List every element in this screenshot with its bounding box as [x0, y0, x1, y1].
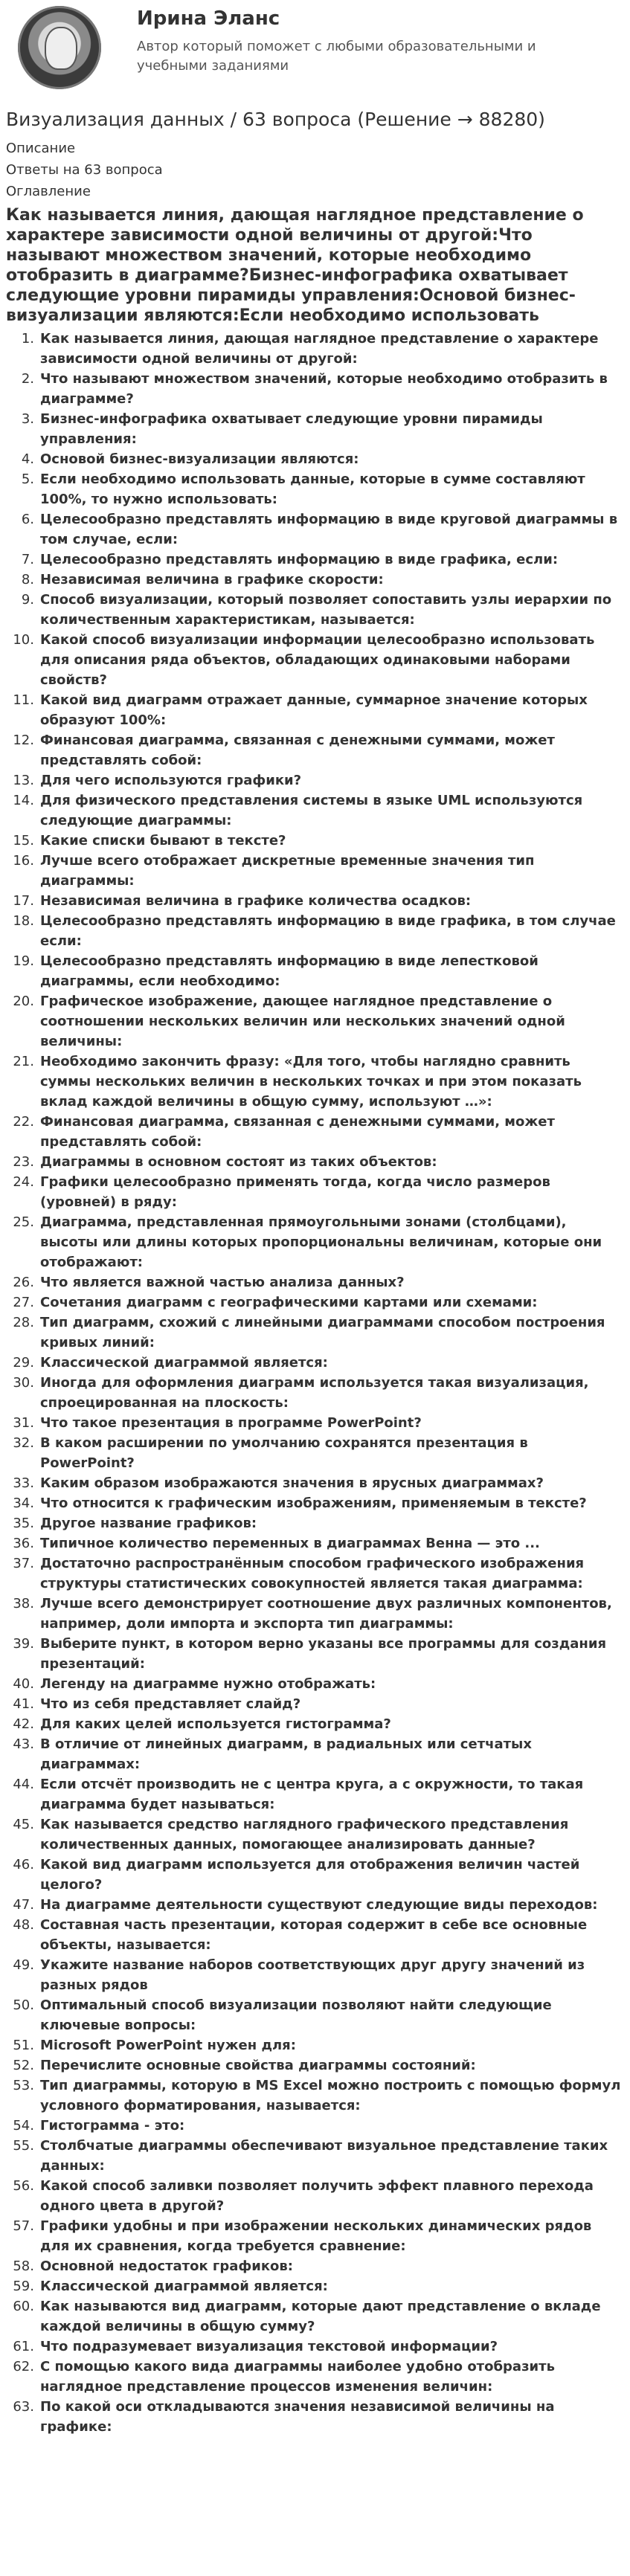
- question-number: 43.: [13, 1736, 34, 1752]
- question-item[interactable]: [6, 1172, 623, 1212]
- question-text: Перечислите основные свойства диаграммы состояний:: [40, 2058, 476, 2073]
- question-text: Лучше всего отображает дискретные временные значения тип диаграммы:: [40, 853, 535, 889]
- question-text: Графическое изображение, дающее наглядное представление о соотношении нескольких величин или нескольких значений одной величины:: [40, 994, 565, 1049]
- question-number: 7.: [21, 552, 34, 567]
- question-number: 42.: [13, 1716, 34, 1732]
- question-text: Что называют множеством значений, которые необходимо отобразить в диаграмме?: [40, 371, 608, 407]
- question-text: Microsoft PowerPoint нужен для:: [40, 2038, 296, 2053]
- question-text: Финансовая диаграмма, связанная с денежными суммами, может представлять собой:: [40, 732, 555, 768]
- question-text: Классической диаграммой является:: [40, 1355, 328, 1371]
- question-number: 26.: [13, 1275, 34, 1290]
- question-text: Для каких целей используется гистограмма?: [40, 1716, 391, 1732]
- question-text: Что подразумевает визуализация текстовой информации?: [40, 2339, 498, 2354]
- question-text: Независимая величина в графике количества осадков:: [40, 893, 472, 909]
- question-text: Другое название графиков:: [40, 1516, 257, 1531]
- question-number: 3.: [21, 411, 34, 427]
- question-number: 48.: [13, 1917, 34, 1933]
- question-item[interactable]: [6, 1714, 623, 1734]
- question-text: Для чего используются графики?: [40, 773, 302, 788]
- question-item[interactable]: [6, 851, 623, 891]
- question-number: 23.: [13, 1154, 34, 1170]
- description-link[interactable]: Описание: [6, 141, 76, 156]
- question-text: Тип диаграммы, которую в MS Excel можно построить с помощью формул условного форматирования, называется:: [40, 2078, 621, 2113]
- question-text: Укажите название наборов соответствующих друг другу значений из разных рядов: [40, 1957, 585, 1993]
- work-title: Как называется линия, дающая наглядное представление о характере зависимости одной величины от другой:Что называют множеством значений, которые необходимо отобразить в диаграмме?Бизнес-инфографика охватывает следующие уровни пирамиды управления:Основой бизнес-визуализации являются:Если необходимо использовать: [6, 206, 584, 325]
- question-text: Составная часть презентации, которая содержит в себе все основные объекты, называется:: [40, 1917, 588, 1953]
- question-number: 45.: [13, 1817, 34, 1832]
- question-item[interactable]: [6, 2055, 623, 2076]
- question-number: 62.: [13, 2359, 34, 2374]
- question-item[interactable]: [6, 1272, 623, 1292]
- question-text: По какой оси откладываются значения независимой величины на графике:: [40, 2399, 555, 2435]
- question-item[interactable]: [6, 329, 623, 369]
- question-item[interactable]: [6, 2116, 623, 2136]
- question-text: Что из себя представляет слайд?: [40, 1696, 301, 1712]
- author-card: [6, 0, 623, 97]
- question-item[interactable]: [6, 2176, 623, 2216]
- question-item[interactable]: [6, 770, 623, 790]
- question-number: 47.: [13, 1897, 34, 1913]
- question-item[interactable]: [6, 2216, 623, 2256]
- question-number: 5.: [21, 471, 34, 487]
- question-number: 61.: [13, 2339, 34, 2354]
- question-text: На диаграмме деятельности существуют следующие виды переходов:: [40, 1897, 598, 1913]
- answers-link[interactable]: Ответы на 63 вопроса: [6, 162, 163, 178]
- question-item[interactable]: [6, 690, 623, 730]
- question-text: Основой бизнес-визуализации являются:: [40, 451, 359, 467]
- question-text: Какой способ визуализации информации целесообразно использовать для описания ряда объектов, обладающих одинаковыми наборами свойств?: [40, 632, 595, 688]
- question-item[interactable]: [6, 1473, 623, 1493]
- question-item[interactable]: [6, 2136, 623, 2176]
- question-number: 20.: [13, 994, 34, 1009]
- question-number: 22.: [13, 1114, 34, 1130]
- avatar[interactable]: [6, 4, 112, 92]
- breadcrumb: Визуализация данных / 63 вопроса (Решение → 88280): [6, 109, 545, 130]
- question-text: В отличие от линейных диаграмм, в радиальных или сетчатых диаграммах:: [40, 1736, 532, 1772]
- question-number: 53.: [13, 2078, 34, 2093]
- question-item[interactable]: [6, 469, 623, 509]
- question-number: 54.: [13, 2118, 34, 2134]
- question-number: 16.: [13, 853, 34, 869]
- question-number: 41.: [13, 1696, 34, 1712]
- question-item[interactable]: [6, 449, 623, 469]
- question-text: Что такое презентация в программе PowerPoint?: [40, 1415, 422, 1431]
- question-number: 6.: [21, 512, 34, 527]
- question-item[interactable]: [6, 1112, 623, 1152]
- question-text: Иногда для оформления диаграмм используется такая визуализация, спроецированная на плоскость:: [40, 1375, 589, 1411]
- question-number: 40.: [13, 1676, 34, 1692]
- question-item[interactable]: [6, 1995, 623, 2035]
- question-number: 14.: [13, 793, 34, 808]
- question-item[interactable]: [6, 1634, 623, 1674]
- question-item[interactable]: [6, 1313, 623, 1353]
- question-number: 9.: [21, 592, 34, 608]
- question-text: В каком расширении по умолчанию сохранятся презентация в PowerPoint?: [40, 1435, 528, 1471]
- question-text: Что относится к графическим изображениям, применяемым в тексте?: [40, 1495, 587, 1511]
- question-number: 24.: [13, 1174, 34, 1190]
- question-text: Целесообразно представлять информацию в виде графика, если:: [40, 552, 559, 567]
- question-text: Тип диаграмм, схожий с линейными диаграммами способом построения кривых линий:: [40, 1315, 605, 1350]
- question-item[interactable]: [6, 409, 623, 449]
- question-item[interactable]: [6, 2256, 623, 2276]
- question-item[interactable]: [6, 1855, 623, 1895]
- question-item[interactable]: [6, 590, 623, 630]
- question-item[interactable]: [6, 991, 623, 1052]
- question-item[interactable]: [6, 1915, 623, 1955]
- question-text: Какие списки бывают в тексте?: [40, 833, 286, 849]
- questions-list: [6, 329, 623, 2437]
- question-item[interactable]: [6, 1895, 623, 1915]
- question-item[interactable]: [6, 1433, 623, 1473]
- question-item[interactable]: [6, 1674, 623, 1694]
- question-item[interactable]: [6, 1594, 623, 1634]
- question-number: 59.: [13, 2279, 34, 2294]
- question-number: 30.: [13, 1375, 34, 1391]
- question-item[interactable]: [6, 2397, 623, 2437]
- toc-label: Оглавление: [6, 184, 91, 199]
- question-text: Бизнес-инфографика охватывает следующие уровни пирамиды управления:: [40, 411, 543, 447]
- question-item[interactable]: [6, 550, 623, 570]
- question-number: 63.: [13, 2399, 34, 2415]
- question-number: 10.: [13, 632, 34, 648]
- question-item[interactable]: [6, 1553, 623, 1594]
- question-text: Какой вид диаграмм отражает данные, суммарное значение которых образуют 100%:: [40, 692, 588, 728]
- question-text: Классической диаграммой является:: [40, 2279, 328, 2294]
- question-item[interactable]: [6, 2276, 623, 2296]
- question-text: Оптимальный способ визуализации позволяют найти следующие ключевые вопросы:: [40, 1997, 552, 2033]
- question-text: Какой вид диаграмм используется для отображения величин частей целого?: [40, 1857, 580, 1893]
- question-number: 19.: [13, 953, 34, 969]
- question-item[interactable]: [6, 369, 623, 409]
- question-number: 36.: [13, 1536, 34, 1551]
- question-number: 29.: [13, 1355, 34, 1371]
- question-number: 44.: [13, 1777, 34, 1792]
- question-number: 50.: [13, 1997, 34, 2013]
- question-text: Если необходимо использовать данные, которые в сумме составляют 100%, то нужно использовать:: [40, 471, 585, 507]
- question-number: 21.: [13, 1054, 34, 1069]
- question-number: 35.: [13, 1516, 34, 1531]
- question-item[interactable]: [6, 1413, 623, 1433]
- question-item[interactable]: [6, 2035, 623, 2055]
- question-text: Необходимо закончить фразу: «Для того, чтобы наглядно сравнить суммы нескольких величин в нескольких точках и при этом показать вклад каждой величины в общую сумму, используют …»:: [40, 1054, 582, 1110]
- question-text: Лучше всего демонстрирует соотношение двух различных компонентов, например, доли импорта и экспорта тип диаграммы:: [40, 1596, 612, 1632]
- question-number: 52.: [13, 2058, 34, 2073]
- question-number: 32.: [13, 1435, 34, 1451]
- question-text: Диаграммы в основном состоят из таких объектов:: [40, 1154, 437, 1170]
- question-number: 33.: [13, 1475, 34, 1491]
- question-number: 37.: [13, 1556, 34, 1571]
- question-text: Основной недостаток графиков:: [40, 2258, 294, 2274]
- question-text: Сочетания диаграмм с географическими картами или схемами:: [40, 1295, 538, 1310]
- question-item[interactable]: [6, 509, 623, 550]
- question-item[interactable]: [6, 570, 623, 590]
- question-text: Столбчатые диаграммы обеспечивают визуальное представление таких данных:: [40, 2138, 608, 2174]
- question-number: 34.: [13, 1495, 34, 1511]
- question-item[interactable]: [6, 1774, 623, 1815]
- question-text: Достаточно распространённым способом графического изображения структуры статистических совокупностей является такая диаграмма:: [40, 1556, 585, 1591]
- question-item[interactable]: [6, 1212, 623, 1272]
- question-text: Целесообразно представлять информацию в виде лепестковой диаграммы, если необходимо:: [40, 953, 539, 989]
- question-number: 11.: [13, 692, 34, 708]
- question-item[interactable]: [6, 1955, 623, 1995]
- question-number: 38.: [13, 1596, 34, 1611]
- question-text: Типичное количество переменных в диаграммах Венна — это ...: [40, 1536, 540, 1551]
- author-description: Автор который поможет с любыми образовательными и учебными заданиями: [137, 39, 536, 74]
- question-item[interactable]: [6, 1493, 623, 1513]
- question-number: 46.: [13, 1857, 34, 1873]
- question-number: 8.: [21, 572, 34, 587]
- question-item[interactable]: [6, 1734, 623, 1774]
- question-item[interactable]: [6, 790, 623, 831]
- question-number: 27.: [13, 1295, 34, 1310]
- question-text: Графики удобны и при изображении нескольких динамических рядов для их сравнения, когда требуется сравнение:: [40, 2218, 592, 2254]
- question-number: 2.: [21, 371, 34, 387]
- question-number: 60.: [13, 2299, 34, 2314]
- question-item[interactable]: [6, 2296, 623, 2337]
- question-text: Для физического представления системы в языке UML используются следующие диаграммы:: [40, 793, 583, 828]
- question-item[interactable]: [6, 951, 623, 991]
- question-item[interactable]: [6, 1815, 623, 1855]
- question-number: 39.: [13, 1636, 34, 1652]
- question-number: 1.: [21, 331, 34, 347]
- question-text: Как называется линия, дающая наглядное представление о характере зависимости одной величины от другой:: [40, 331, 599, 367]
- question-text: Легенду на диаграмме нужно отображать:: [40, 1676, 376, 1692]
- question-number: 12.: [13, 732, 34, 748]
- question-number: 4.: [21, 451, 34, 467]
- question-item[interactable]: [6, 1513, 623, 1533]
- question-number: 49.: [13, 1957, 34, 1973]
- question-item[interactable]: [6, 730, 623, 770]
- question-text: Способ визуализации, который позволяет сопоставить узлы иерархии по количественным характеристикам, называется:: [40, 592, 612, 628]
- question-text: Выберите пункт, в котором верно указаны все программы для создания презентаций:: [40, 1636, 607, 1672]
- question-text: Целесообразно представлять информацию в виде графика, в том случае если:: [40, 913, 616, 949]
- question-item[interactable]: [6, 1353, 623, 1373]
- question-number: 31.: [13, 1415, 34, 1431]
- question-number: 28.: [13, 1315, 34, 1330]
- question-text: Каким образом изображаются значения в ярусных диаграммах?: [40, 1475, 544, 1491]
- question-item[interactable]: [6, 891, 623, 911]
- question-item[interactable]: [6, 831, 623, 851]
- question-number: 57.: [13, 2218, 34, 2234]
- author-info: [112, 4, 553, 76]
- question-number: 17.: [13, 893, 34, 909]
- question-text: Как называются вид диаграмм, которые дают представление о вкладе каждой величины в общую сумму?: [40, 2299, 601, 2334]
- question-number: 51.: [13, 2038, 34, 2053]
- question-number: 15.: [13, 833, 34, 849]
- question-text: Что является важной частью анализа данных?: [40, 1275, 405, 1290]
- question-number: 58.: [13, 2258, 34, 2274]
- question-item[interactable]: [6, 1052, 623, 1112]
- question-text: Гистограмма - это:: [40, 2118, 185, 2134]
- question-text: Диаграмма, представленная прямоугольными зонами (столбцами), высоты или длины которых пропорциональны величинам, которые они отображают:: [40, 1214, 602, 1270]
- question-number: 18.: [13, 913, 34, 929]
- question-text: Целесообразно представлять информацию в виде круговой диаграммы в том случае, если:: [40, 512, 618, 547]
- question-item[interactable]: [6, 1533, 623, 1553]
- question-item[interactable]: [6, 2076, 623, 2116]
- question-item[interactable]: [6, 2337, 623, 2357]
- question-text: Как называется средство наглядного графического представления количественных данных, помогающее анализировать данные?: [40, 1817, 569, 1852]
- question-item[interactable]: [6, 1373, 623, 1413]
- question-item[interactable]: [6, 1292, 623, 1313]
- question-item[interactable]: [6, 1152, 623, 1172]
- question-item[interactable]: [6, 1694, 623, 1714]
- question-text: С помощью какого вида диаграммы наиболее удобно отобразить наглядное представление процессов изменения величин:: [40, 2359, 555, 2395]
- author-name[interactable]: Ирина Эланс: [137, 7, 280, 30]
- question-text: Независимая величина в графике скорости:: [40, 572, 384, 587]
- question-text: Если отсчёт производить не с центра круга, а с окружности, то такая диаграмма будет называться:: [40, 1777, 584, 1812]
- question-item[interactable]: [6, 911, 623, 951]
- question-item[interactable]: [6, 630, 623, 690]
- avatar-portrait: [45, 27, 77, 70]
- question-number: 25.: [13, 1214, 34, 1230]
- question-text: Финансовая диаграмма, связанная с денежными суммами, может представлять собой:: [40, 1114, 555, 1150]
- question-text: Какой способ заливки позволяет получить эффект плавного перехода одного цвета в другой?: [40, 2178, 594, 2214]
- question-text: Графики целесообразно применять тогда, когда число размеров (уровней) в ряду:: [40, 1174, 550, 1210]
- question-item[interactable]: [6, 2357, 623, 2397]
- question-number: 55.: [13, 2138, 34, 2154]
- question-number: 56.: [13, 2178, 34, 2194]
- question-number: 13.: [13, 773, 34, 788]
